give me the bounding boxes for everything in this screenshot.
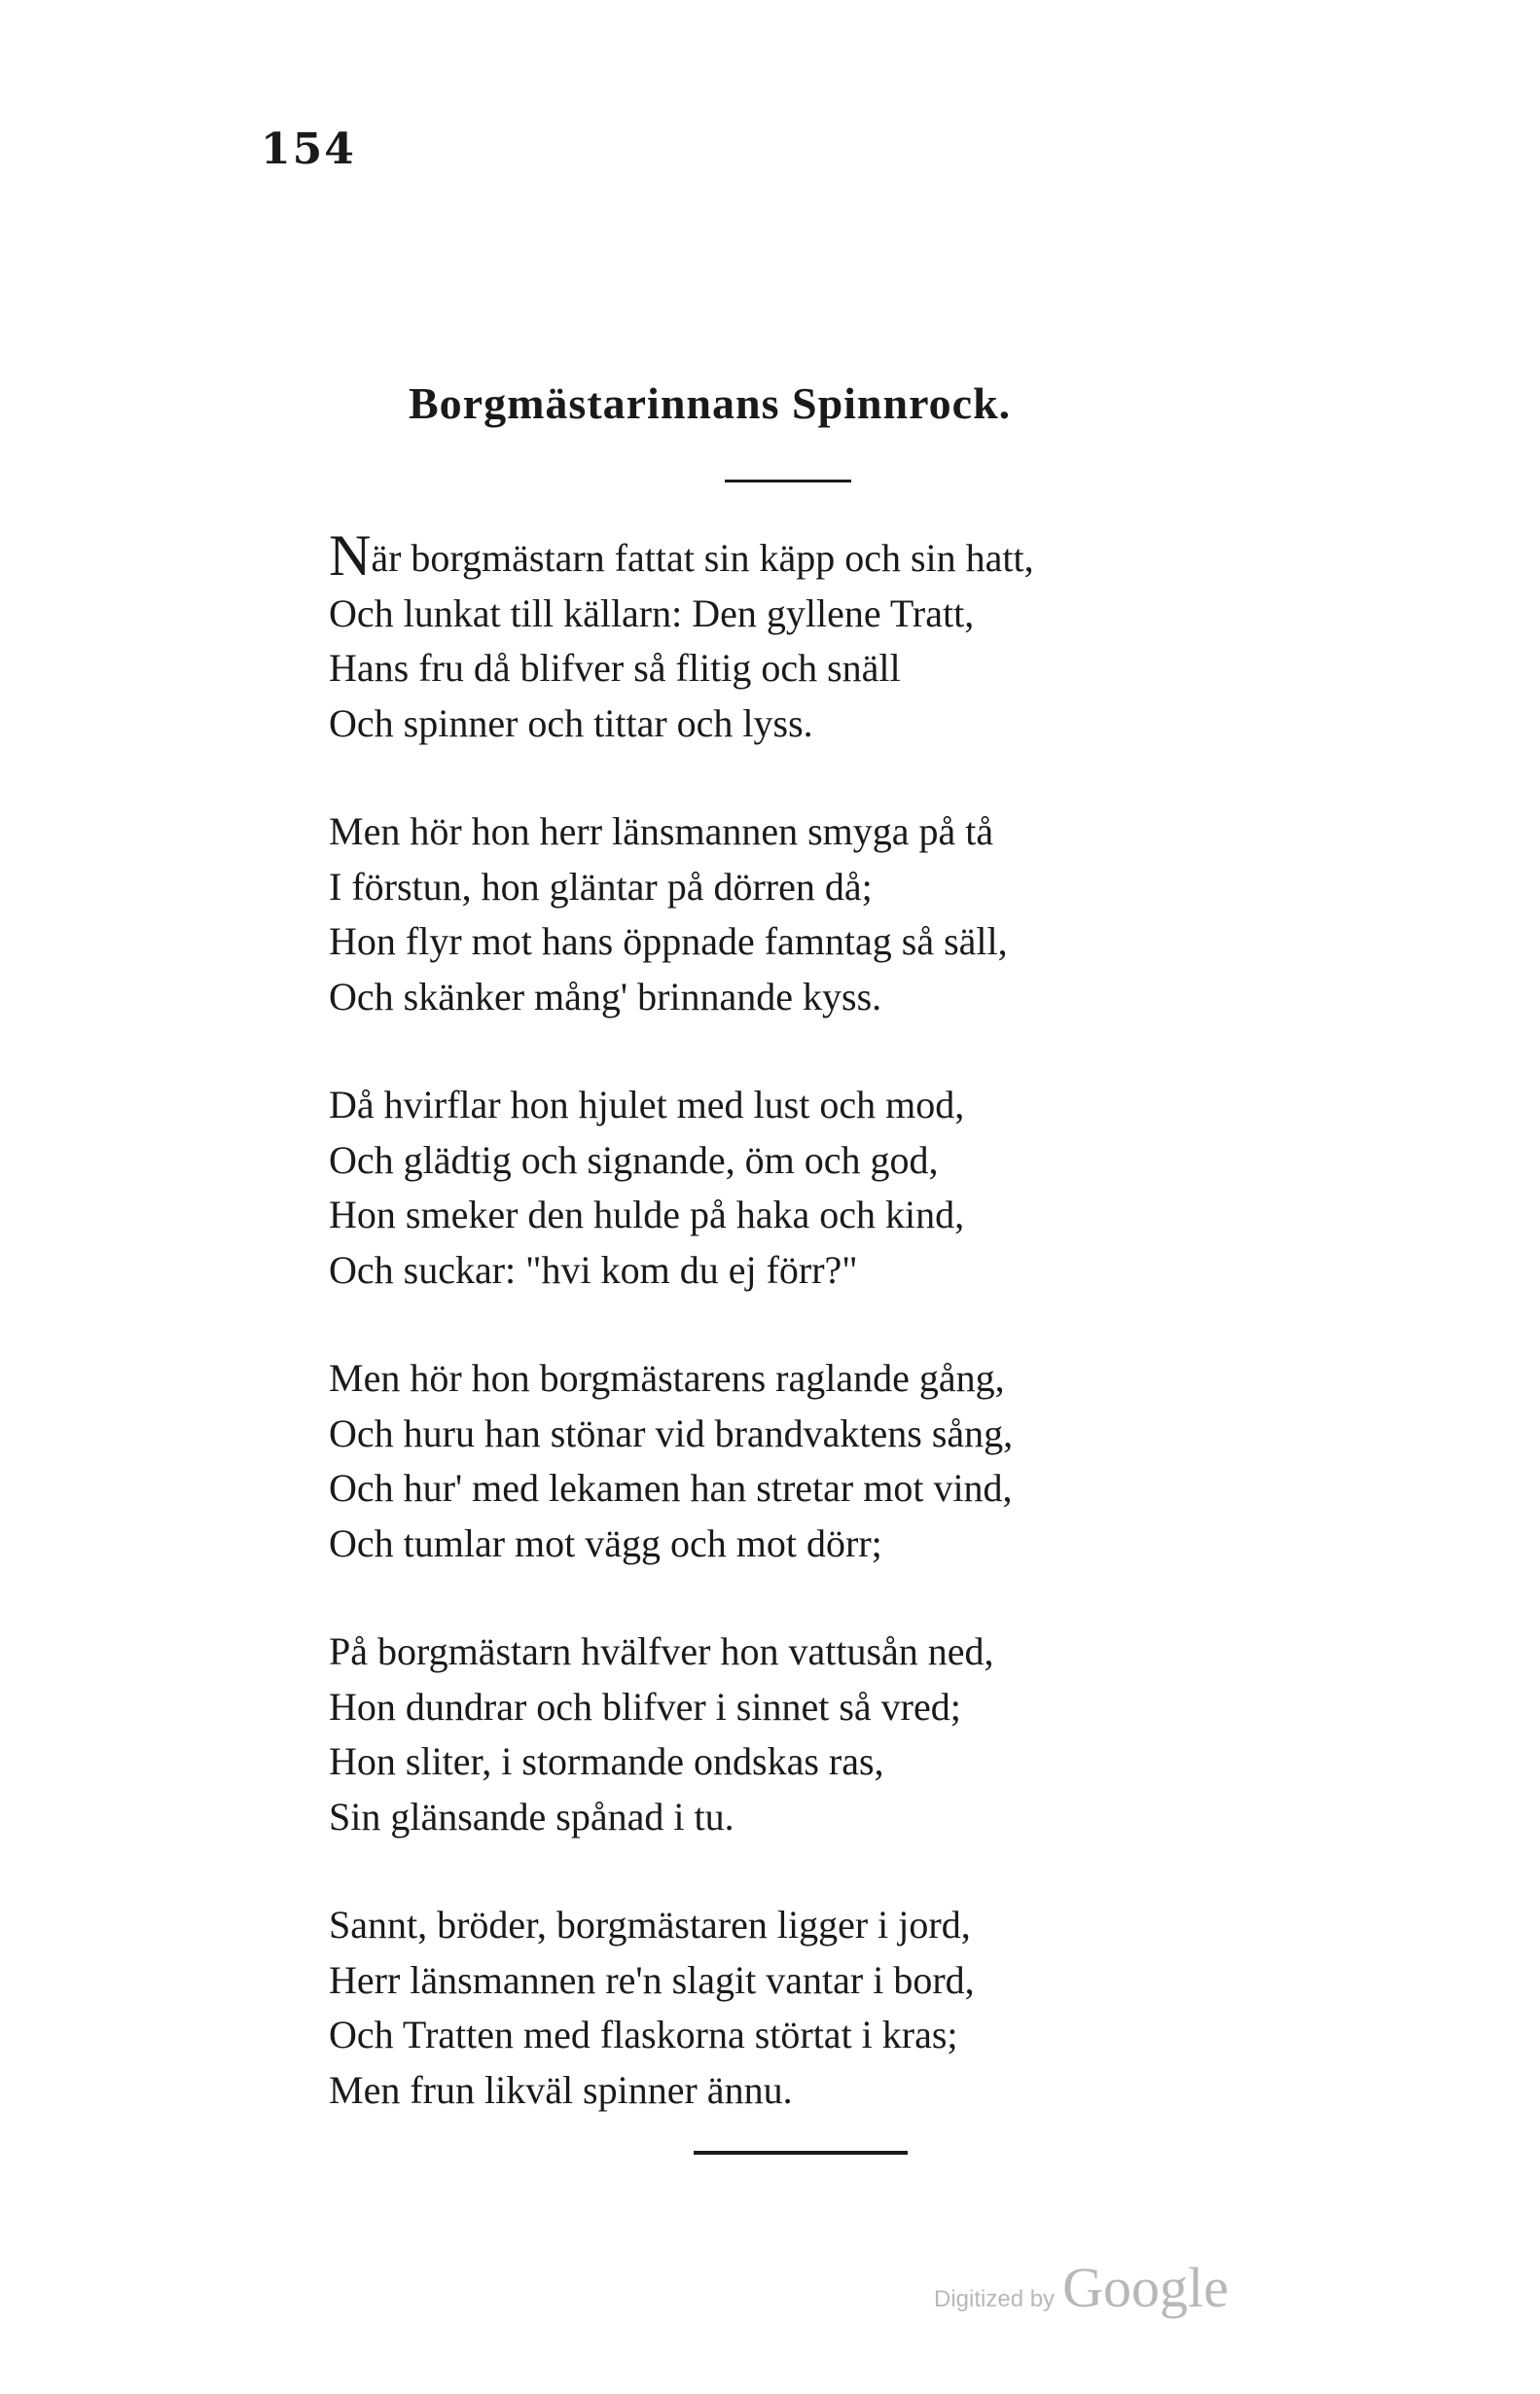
stanza [329, 1351, 1204, 1571]
poem-line: På borgmästarn hvälfver hon vattusån ned, [329, 1629, 994, 1673]
poem-line: Och spinner och tittar och lyss. [329, 700, 813, 745]
poem-line: Och lunkat till källarn: Den gyllene Tratt, [329, 590, 975, 635]
watermark-brand: Google [1062, 2256, 1229, 2319]
poem-line: Hon flyr mot hans öppnade famntag så säll, [329, 919, 1008, 963]
stanza [329, 523, 1204, 751]
watermark-prefix: Digitized by [934, 2286, 1056, 2312]
poem-body [329, 523, 1204, 2171]
poem-line: Hans fru då blifver så flitig och snäll [329, 646, 901, 690]
poem-line: Sin glänsande spånad i tu. [329, 1794, 734, 1839]
poem-line: Men hör hon borgmästarens raglande gång, [329, 1356, 1005, 1400]
poem-line: Och glädtig och signande, öm och god, [329, 1137, 939, 1182]
poem-line: Hon sliter, i stormande ondskas ras, [329, 1739, 884, 1783]
poem-line: Hon smeker den hulde på haka och kind, [329, 1193, 965, 1236]
poem-line: I förstun, hon gläntar på dörren då; [329, 864, 873, 909]
poem-line: Men frun likväl spinner ännu. [329, 2067, 793, 2112]
title-divider [725, 480, 851, 482]
poem-line: Sannt, bröder, borgmästaren ligger i jord, [329, 1903, 971, 1947]
stanza [329, 1898, 1204, 2118]
stanza [329, 804, 1204, 1024]
poem-line: Hon dundrar och blifver i sinnet så vred; [329, 1684, 961, 1729]
poem-line: När borgmästarn fattat sin käpp och sin hatt, [329, 523, 1034, 588]
end-divider [694, 2151, 908, 2155]
stanza [329, 1625, 1204, 1844]
poem-line: Då hvirflar hon hjulet med lust och mod, [329, 1083, 965, 1126]
poem-line: Och suckar: "hvi kom du ej förr?" [329, 1247, 858, 1292]
stanza [329, 1078, 1204, 1298]
poem-line: Och tumlar mot vägg och mot dörr; [329, 1520, 882, 1565]
page-number: 154 [261, 125, 356, 174]
poem-line: Och huru han stönar vid brandvaktens sång, [329, 1411, 1014, 1455]
digitization-watermark [934, 2255, 1229, 2320]
poem-line: Men hör hon herr länsmannen smyga på tå [329, 809, 994, 853]
poem-line: Och skänker mång' brinnande kyss. [329, 974, 882, 1018]
poem-line: Herr länsmannen re'n slagit vantar i bord, [329, 1957, 975, 2002]
poem-title: Borgmästarinnans Spinnrock. [409, 378, 1012, 428]
drop-cap: N [329, 523, 372, 588]
poem-line: Och Tratten med flaskorna störtat i kras; [329, 2013, 958, 2056]
poem-line: Och hur' med lekamen han stretar mot vind, [329, 1466, 1013, 1510]
